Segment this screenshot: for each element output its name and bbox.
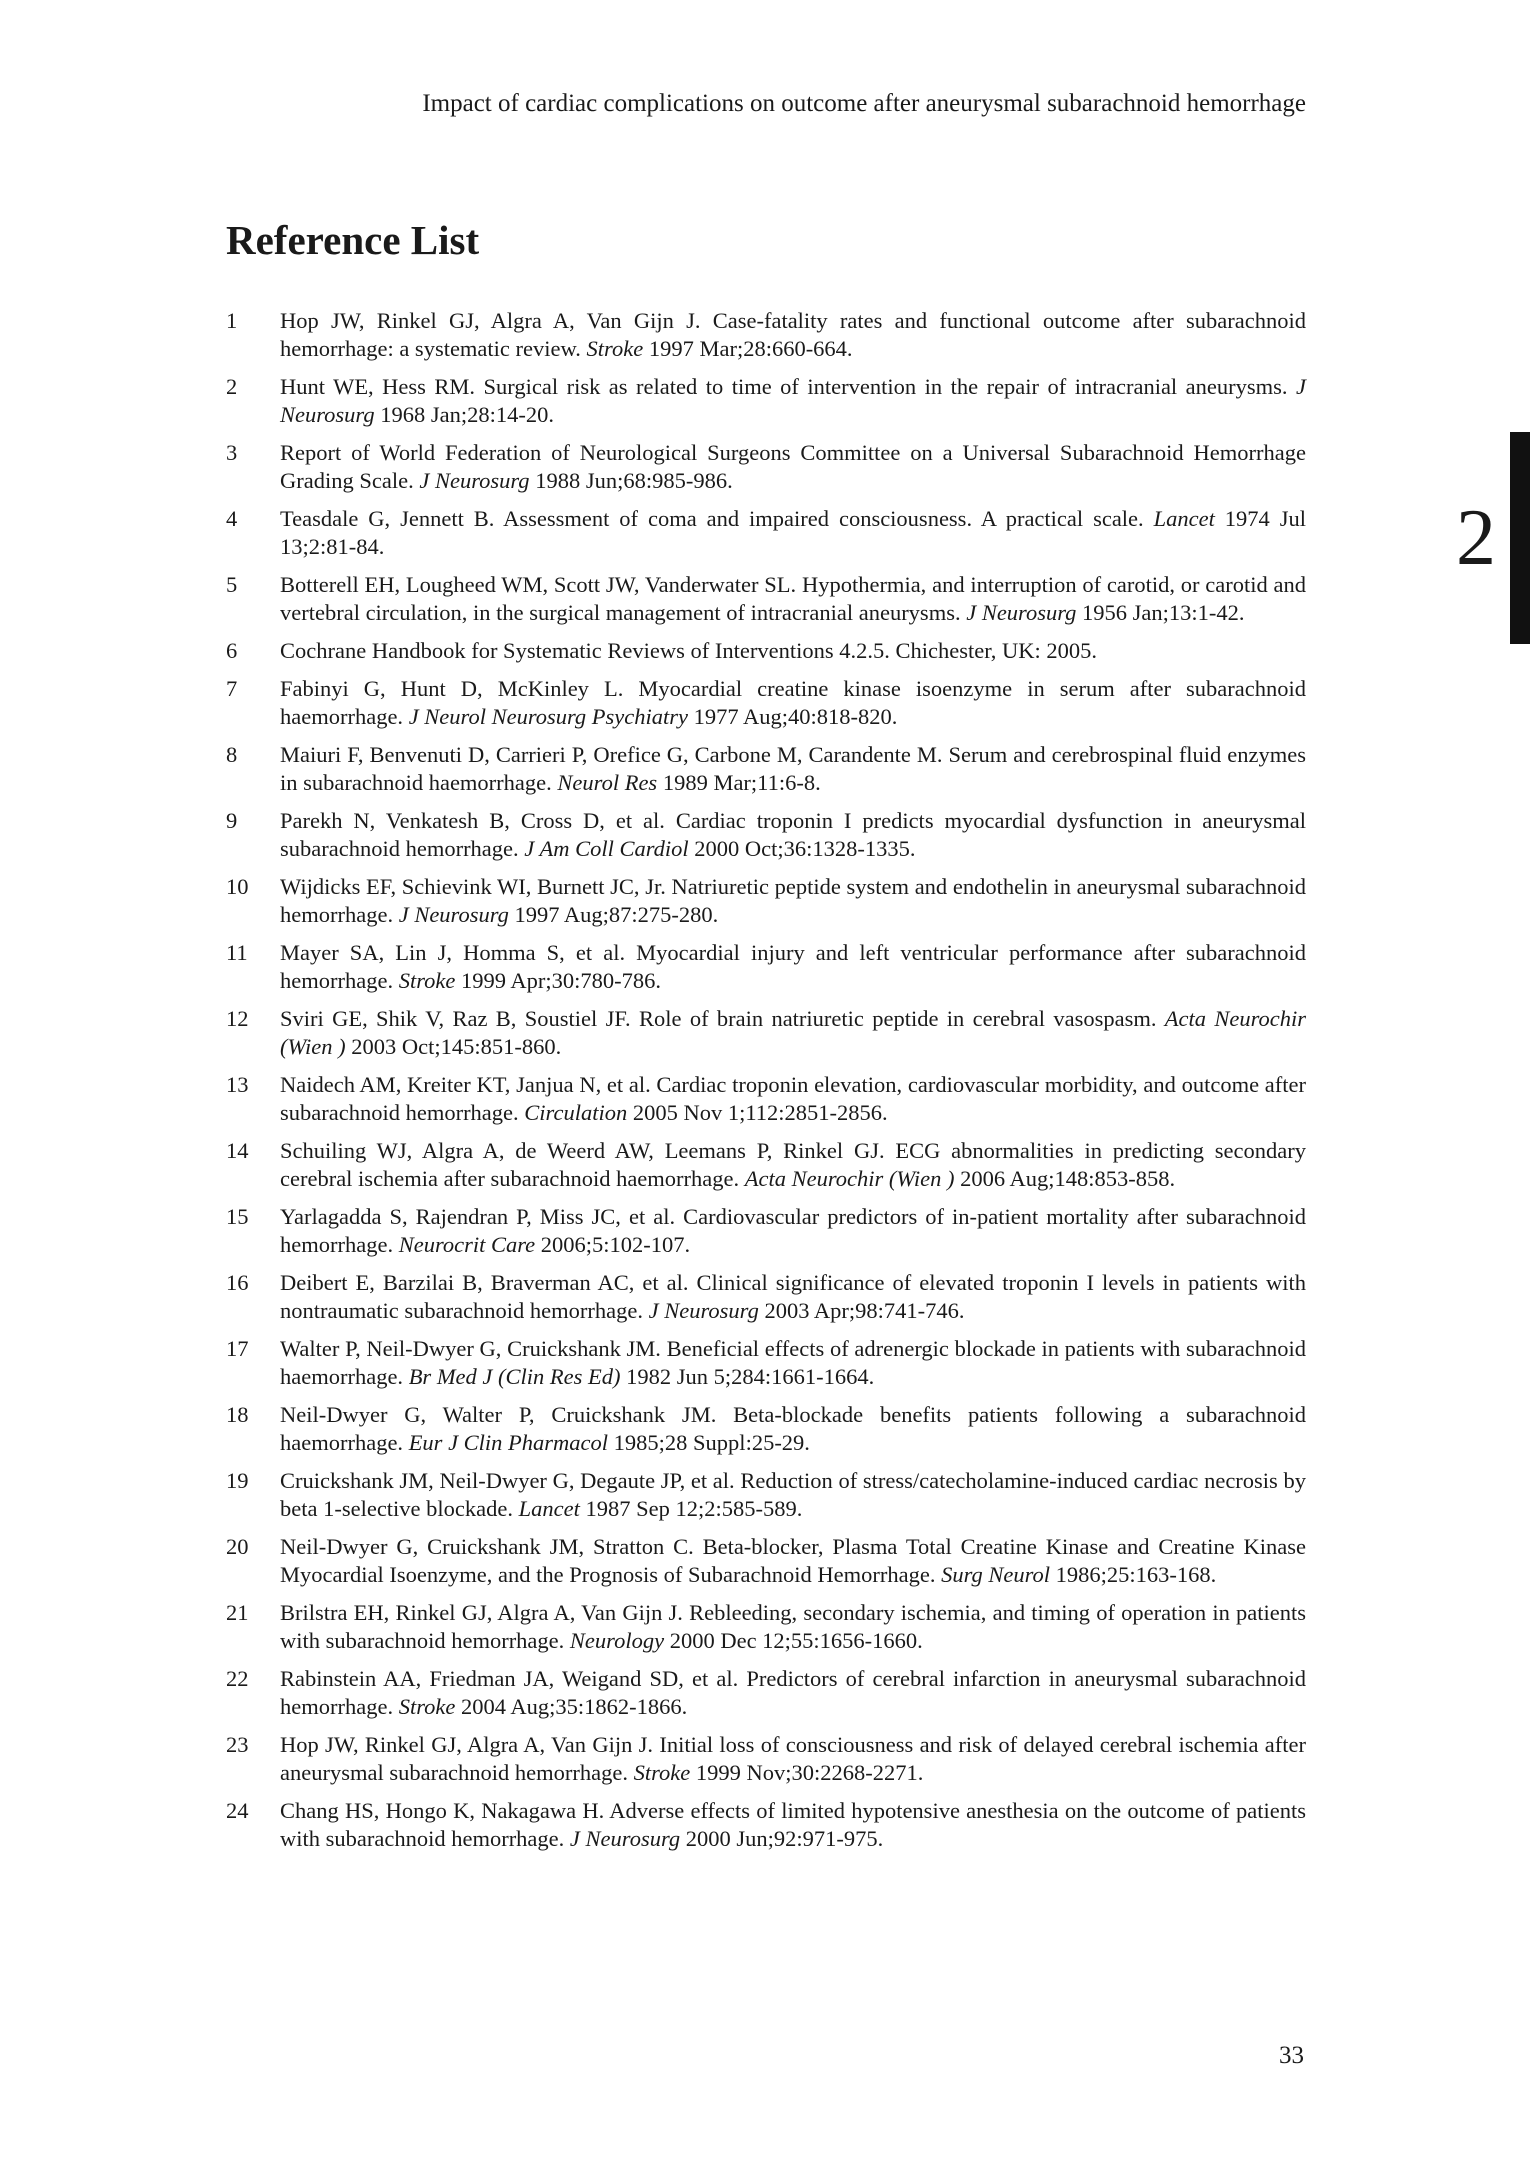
reference-journal: Stroke: [586, 336, 644, 361]
reference-text: Yarlagadda S, Rajendran P, Miss JC, et al. Cardiovascular predictors of in-patient mortality after subarachnoid hemorrhage.: [280, 1204, 1306, 1257]
reference-text: Hunt WE, Hess RM. Surgical risk as related to time of intervention in the repair of intracranial aneurysms.: [280, 374, 1296, 399]
reference-number: 10: [226, 874, 249, 899]
reference-text: Wijdicks EF, Schievink WI, Burnett JC, Jr. Natriuretic peptide system and endothelin in aneurysmal subarachnoid hemorrhage.: [280, 874, 1306, 927]
reference-item: [226, 1731, 1306, 1787]
reference-number: 18: [226, 1402, 249, 1427]
reference-journal: Lancet: [1153, 506, 1215, 531]
reference-citation: 1999 Apr;30:780-786.: [455, 968, 661, 993]
reference-text: Neil-Dwyer G, Walter P, Cruickshank JM. Beta-blockade benefits patients following a subarachnoid haemorrhage.: [280, 1402, 1306, 1455]
reference-text: Mayer SA, Lin J, Homma S, et al. Myocardial injury and left ventricular performance after subarachnoid hemorrhage.: [280, 940, 1306, 993]
reference-citation: 1956 Jan;13:1-42.: [1076, 600, 1245, 625]
reference-journal: Br Med J (Clin Res Ed): [408, 1364, 621, 1389]
reference-number: 1: [226, 308, 238, 333]
reference-citation: 1987 Sep 12;2:585-589.: [579, 1496, 803, 1521]
reference-text: Schuiling WJ, Algra A, de Weerd AW, Leemans P, Rinkel GJ. ECG abnormalities in predicting secondary cerebral ischemia after subarachnoid haemorrhage.: [280, 1138, 1306, 1191]
reference-number: 4: [226, 506, 238, 531]
reference-citation: 2005 Nov 1;112:2851-2856.: [627, 1100, 888, 1125]
reference-number: 19: [226, 1468, 249, 1493]
reference-journal: Stroke: [633, 1760, 691, 1785]
reference-list: [226, 307, 1306, 1863]
reference-text: Hop JW, Rinkel GJ, Algra A, Van Gijn J. Case-fatality rates and functional outcome after subarachnoid hemorrhage: a systematic review.: [280, 308, 1306, 361]
reference-item: [226, 939, 1306, 995]
reference-item: [226, 807, 1306, 863]
reference-citation: 1999 Nov;30:2268-2271.: [690, 1760, 924, 1785]
reference-citation: 1982 Jun 5;284:1661-1664.: [620, 1364, 875, 1389]
reference-number: 13: [226, 1072, 249, 1097]
reference-item: [226, 505, 1306, 561]
reference-number: 17: [226, 1336, 249, 1361]
page-number: 33: [1279, 2042, 1304, 2069]
reference-number: 22: [226, 1666, 249, 1691]
reference-journal: Lancet: [518, 1496, 580, 1521]
reference-citation: 1977 Aug;40:818-820.: [688, 704, 898, 729]
reference-text: Neil-Dwyer G, Cruickshank JM, Stratton C. Beta-blocker, Plasma Total Creatine Kinase and Creatine Kinase Myocardial Isoenzyme, and the Prognosis of Subarachnoid Hemorrhage.: [280, 1534, 1306, 1587]
reference-journal: Stroke: [398, 968, 456, 993]
reference-item: [226, 1599, 1306, 1655]
reference-citation: 2003 Oct;145:851-860.: [345, 1034, 562, 1059]
reference-text: Parekh N, Venkatesh B, Cross D, et al. Cardiac troponin I predicts myocardial dysfunction in aneurysmal subarachnoid hemorrhage.: [280, 808, 1306, 861]
reference-citation: 1989 Mar;11:6-8.: [657, 770, 821, 795]
reference-text: Deibert E, Barzilai B, Braverman AC, et al. Clinical significance of elevated troponin I levels in patients with nontraumatic subarachnoid hemorrhage.: [280, 1270, 1306, 1323]
reference-text: Botterell EH, Lougheed WM, Scott JW, Vanderwater SL. Hypothermia, and interruption of carotid, or carotid and vertebral circulation, in the surgical management of intracranial aneurysms.: [280, 572, 1306, 625]
reference-citation: 1974 Jul 13;2:81-84.: [280, 506, 1306, 559]
reference-journal: Acta Neurochir (Wien ): [744, 1166, 955, 1191]
chapter-tab-bar: [1510, 432, 1530, 644]
reference-citation: 1985;28 Suppl:25-29.: [608, 1430, 810, 1455]
reference-citation: 2003 Apr;98:741-746.: [758, 1298, 965, 1323]
reference-number: 2: [226, 374, 238, 399]
reference-item: [226, 373, 1306, 429]
reference-journal: J Neurosurg: [966, 600, 1077, 625]
reference-number: 21: [226, 1600, 249, 1625]
reference-item: [226, 873, 1306, 929]
reference-number: 16: [226, 1270, 249, 1295]
reference-citation: 1997 Aug;87:275-280.: [508, 902, 719, 927]
reference-text: Naidech AM, Kreiter KT, Janjua N, et al. Cardiac troponin elevation, cardiovascular morbidity, and outcome after subarachnoid hemorrhage.: [280, 1072, 1306, 1125]
reference-number: 24: [226, 1798, 249, 1823]
reference-citation: 2006;5:102-107.: [535, 1232, 691, 1257]
reference-number: 23: [226, 1732, 249, 1757]
reference-citation: 1988 Jun;68:985-986.: [529, 468, 733, 493]
reference-citation: 1968 Jan;28:14-20.: [374, 402, 554, 427]
reference-number: 20: [226, 1534, 249, 1559]
reference-number: 11: [226, 940, 248, 965]
reference-text: Brilstra EH, Rinkel GJ, Algra A, Van Gijn J. Rebleeding, secondary ischemia, and timing of operation in patients with subarachnoid hemorrhage.: [280, 1600, 1306, 1653]
reference-item: [226, 1137, 1306, 1193]
reference-text: Walter P, Neil-Dwyer G, Cruickshank JM. Beneficial effects of adrenergic blockade in patients with subarachnoid haemorrhage.: [280, 1336, 1306, 1389]
running-header: Impact of cardiac complications on outcome after aneurysmal subarachnoid hemorrhage: [422, 90, 1306, 117]
reference-text: Cochrane Handbook for Systematic Reviews of Interventions 4.2.5. Chichester, UK: 2005.: [280, 638, 1098, 663]
reference-item: [226, 1203, 1306, 1259]
reference-item: [226, 1401, 1306, 1457]
reference-item: [226, 1797, 1306, 1853]
reference-journal: Eur J Clin Pharmacol: [408, 1430, 609, 1455]
reference-citation: 2006 Aug;148:853-858.: [954, 1166, 1176, 1191]
reference-item: [226, 1335, 1306, 1391]
reference-item: [226, 439, 1306, 495]
reference-citation: 2000 Oct;36:1328-1335.: [688, 836, 916, 861]
reference-text: Teasdale G, Jennett B. Assessment of coma and impaired consciousness. A practical scale.: [280, 506, 1154, 531]
reference-item: [226, 571, 1306, 627]
chapter-number: 2: [1456, 494, 1496, 582]
reference-text: Maiuri F, Benvenuti D, Carrieri P, Orefice G, Carbone M, Carandente M. Serum and cerebrospinal fluid enzymes in subarachnoid haemorrhage.: [280, 742, 1306, 795]
reference-item: [226, 1533, 1306, 1589]
reference-text: Chang HS, Hongo K, Nakagawa H. Adverse effects of limited hypotensive anesthesia on the outcome of patients with subarachnoid hemorrhage.: [280, 1798, 1306, 1851]
reference-journal: Neurol Res: [557, 770, 658, 795]
reference-item: [226, 741, 1306, 797]
reference-number: 15: [226, 1204, 249, 1229]
reference-item: [226, 675, 1306, 731]
reference-journal: Stroke: [398, 1694, 456, 1719]
reference-citation: 1997 Mar;28:660-664.: [643, 336, 853, 361]
reference-journal: Neurocrit Care: [398, 1232, 536, 1257]
reference-text: Hop JW, Rinkel GJ, Algra A, Van Gijn J. Initial loss of consciousness and risk of delayed cerebral ischemia after aneurysmal subarachnoid hemorrhage.: [280, 1732, 1306, 1785]
section-title: Reference List: [226, 217, 480, 263]
reference-number: 9: [226, 808, 238, 833]
reference-journal: Surg Neurol: [941, 1562, 1051, 1587]
reference-text: Report of World Federation of Neurological Surgeons Committee on a Universal Subarachnoid Hemorrhage Grading Scale.: [280, 440, 1306, 493]
reference-text: Rabinstein AA, Friedman JA, Weigand SD, et al. Predictors of cerebral infarction in aneurysmal subarachnoid hemorrhage.: [280, 1666, 1306, 1719]
reference-item: [226, 1269, 1306, 1325]
reference-number: 12: [226, 1006, 249, 1031]
reference-number: 6: [226, 638, 238, 663]
reference-number: 14: [226, 1138, 249, 1163]
reference-journal: J Neurosurg: [398, 902, 509, 927]
reference-text: Cruickshank JM, Neil-Dwyer G, Degaute JP, et al. Reduction of stress/catecholamine-induced cardiac necrosis by beta 1-selective blockade.: [280, 1468, 1306, 1521]
reference-citation: 2000 Dec 12;55:1656-1660.: [664, 1628, 923, 1653]
reference-item: [226, 1005, 1306, 1061]
reference-journal: J Neurosurg: [648, 1298, 759, 1323]
reference-item: [226, 1467, 1306, 1523]
reference-journal: J Neurol Neurosurg Psychiatry: [408, 704, 689, 729]
reference-item: [226, 307, 1306, 363]
reference-journal: Neurology: [569, 1628, 665, 1653]
reference-citation: 1986;25:163-168.: [1050, 1562, 1217, 1587]
reference-journal: Circulation: [524, 1100, 628, 1125]
reference-item: [226, 637, 1306, 665]
reference-item: [226, 1665, 1306, 1721]
reference-citation: 2000 Jun;92:971-975.: [680, 1826, 884, 1851]
reference-number: 5: [226, 572, 238, 597]
reference-journal: J Neurosurg: [280, 374, 1306, 427]
reference-number: 7: [226, 676, 238, 701]
reference-journal: J Neurosurg: [419, 468, 530, 493]
reference-text: Fabinyi G, Hunt D, McKinley L. Myocardial creatine kinase isoenzyme in serum after subarachnoid haemorrhage.: [280, 676, 1306, 729]
reference-journal: J Neurosurg: [569, 1826, 681, 1851]
reference-citation: 2004 Aug;35:1862-1866.: [455, 1694, 688, 1719]
reference-item: [226, 1071, 1306, 1127]
reference-text: Sviri GE, Shik V, Raz B, Soustiel JF. Role of brain natriuretic peptide in cerebral vasospasm.: [280, 1006, 1165, 1031]
reference-number: 8: [226, 742, 238, 767]
reference-number: 3: [226, 440, 238, 465]
reference-journal: Acta Neurochir (Wien ): [280, 1006, 1306, 1059]
reference-journal: J Am Coll Cardiol: [524, 836, 689, 861]
